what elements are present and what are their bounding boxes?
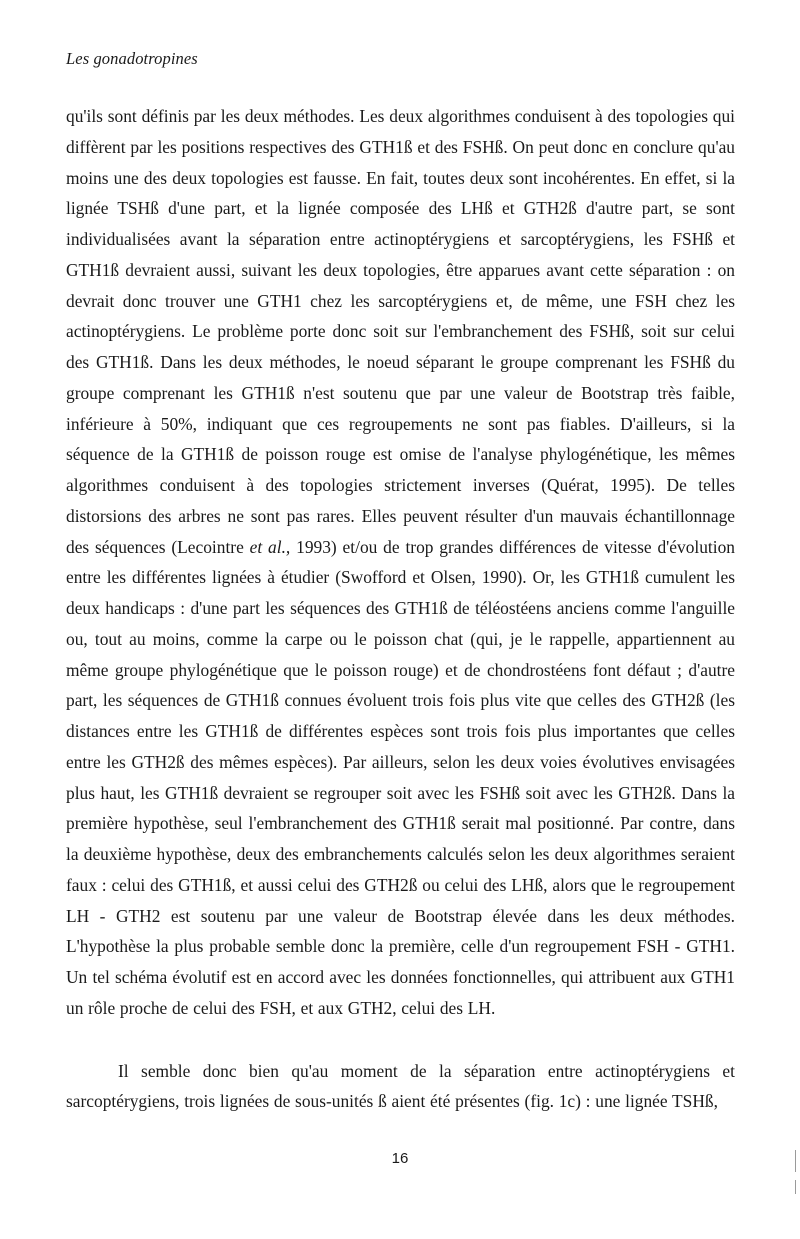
main-text bbox=[66, 101, 735, 1117]
margin-mark bbox=[795, 1180, 796, 1194]
paragraph-2: Il semble donc bien qu'au moment de la séparation entre actinoptérygiens et sarcoptérygiens, trois lignées de sous-unités ß aient été présentes (fig. 1c) : une lignée TSHß, bbox=[66, 1060, 735, 1112]
paragraph-1-text: qu'ils sont définis par les deux méthodes. Les deux algorithmes conduisent à des topologies qui diffèrent par les positions respectives des GTH1ß et des FSHß. On peut donc en conclure qu'au moins une des deux topologies est fausse. En fait, toutes deux sont incohérentes. En effet, si la lignée TSHß d'une part, et la lignée composée des LHß et GTH2ß d'autre part, se sont individualisées avant la séparation entre actinoptérygiens et sarcoptérygiens, les FSHß et GTH1ß devraient aussi, suivant les deux topologies, être apparues avant cette séparation : on devrait donc trouver une GTH1 chez les sarcoptérygiens et, de même, une FSH chez les actinoptérygiens. Le problème porte donc soit sur l'embranchement des FSHß, soit sur celui des GTH1ß. Dans les deux méthodes, le noeud séparant le groupe comprenant les FSHß du groupe comprenant les GTH1ß n'est soutenu que par une valeur de Bootstrap très faible, inférieure à 50%, indiquant que ces regroupements ne sont pas fiables. D'ailleurs, si la séquence de la GTH1ß de poisson rouge est omise de l'analyse phylogénétique, les mêmes algorithmes conduisent à des topologies strictement inverses (Quérat, 1995). De telles distorsions des arbres ne sont pas rares. Elles peuvent résulter d'un mauvais échantillonnage des séquences (Lecointre bbox=[66, 106, 735, 557]
margin-mark bbox=[795, 1150, 796, 1172]
page-number: 16 bbox=[391, 1150, 409, 1167]
paragraph-1 bbox=[66, 101, 735, 1024]
citation-et-al: et al., bbox=[249, 536, 291, 557]
running-header: Les gonadotropines bbox=[66, 49, 198, 68]
paragraph-1-continuation: 1993) et/ou de trop grandes différences de vitesse d'évolution entre les différentes lignées à étudier (Swofford et Olsen, 1990). Or, les GTH1ß cumulent les deux handicaps : d'une part les séquences des GTH1ß de téléostéens anciens comme l'anguille ou, tout au moins, comme la carpe ou le poisson chat (qui, je le rappelle, appartiennent au même groupe phylogénétique que le poisson rouge) et de chondrostéens font défaut ; d'autre part, les séquences de GTH1ß connues évoluent trois fois plus vite que celles des GTH2ß (les distances entre les GTH1ß de différentes espèces sont trois fois plus importantes que celles entre les GTH2ß des mêmes espèces). Par ailleurs, selon les deux voies évolutives envisagées plus haut, les GTH1ß devraient se regrouper soit avec les FSHß soit avec les GTH2ß. Dans la première hypothèse, seul l'embranchement des GTH1ß serait mal positionné. Par contre, dans la deuxième hypothèse, deux des embranchements calculés selon les deux algorithmes seraient faux : celui des GTH1ß, et aussi celui des GTH2ß ou celui des LHß, alors que le regroupement LH - GTH2 est soutenu par une valeur de Bootstrap élevée dans les deux méthodes. L'hypothèse la plus probable semble donc la première, celle d'un regroupement FSH - GTH1. Un tel schéma évolutif est en accord avec les données fonctionnelles, qui attribuent aux GTH1 un rôle proche de celui des FSH, et aux GTH2, celui des LH. bbox=[66, 536, 735, 1018]
